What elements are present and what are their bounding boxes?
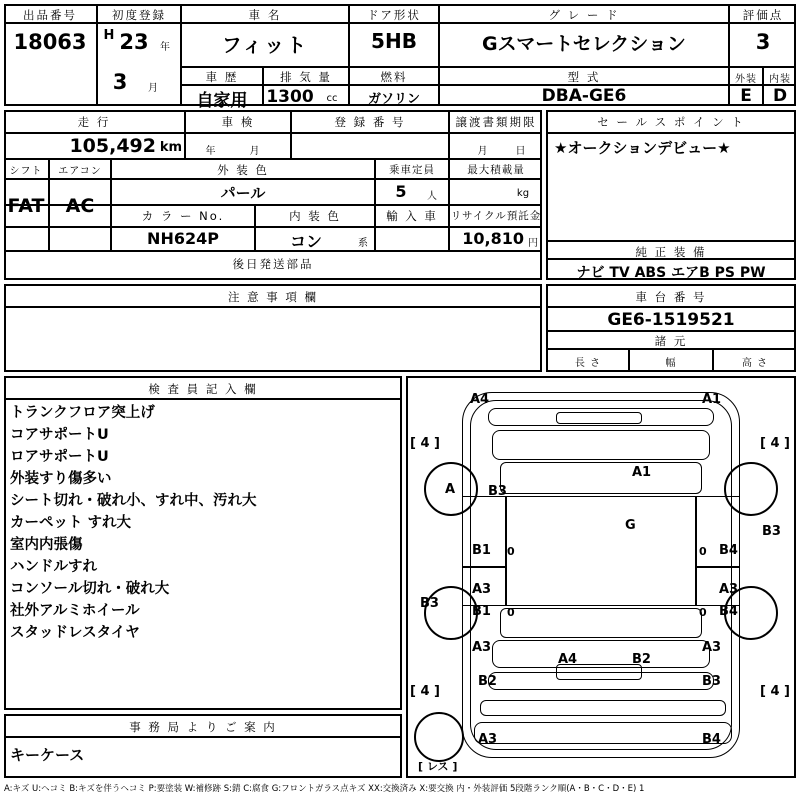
- front-plate: [556, 412, 642, 424]
- load-label: 最大積載量: [467, 164, 525, 176]
- width-label: 幅: [665, 358, 677, 369]
- list-item: トランクフロア突上げ: [10, 405, 155, 421]
- inspector-label: 検 査 員 記 入 欄: [148, 382, 258, 396]
- divider: [546, 132, 796, 134]
- oem-items: ナビ TV ABS エアB PS PW: [576, 265, 766, 281]
- divider: [4, 226, 542, 228]
- office-text: キーケース: [10, 746, 85, 764]
- shaken-year: 年: [205, 146, 217, 157]
- int-color-label: 内 装 色: [289, 209, 341, 223]
- later-parts-label: 後日発送部品: [232, 257, 314, 271]
- divider: [4, 398, 402, 400]
- color-no-value: NH624P: [147, 229, 219, 248]
- grade-label: グ レ ー ド: [548, 8, 620, 22]
- length-label: 長 さ: [574, 358, 602, 369]
- divider: [4, 306, 542, 308]
- load-unit: kg: [516, 188, 530, 199]
- damage-mark: 0: [507, 606, 515, 619]
- rear-lower-panel: [474, 722, 732, 744]
- list-item: スタッドレスタイヤ: [10, 625, 140, 642]
- divider: [546, 306, 796, 308]
- windshield: [500, 462, 702, 494]
- shaken-month: 月: [249, 146, 261, 157]
- damage-mark: B4: [719, 543, 738, 558]
- ext-grade-label: 外装: [735, 74, 757, 85]
- height-label: 高 さ: [741, 358, 769, 369]
- mileage-value: 105,492: [69, 135, 156, 157]
- list-item: シート切れ・破れ小、すれ中、汚れ大: [10, 493, 257, 510]
- divider: [4, 178, 542, 180]
- damage-mark: B4: [702, 732, 721, 747]
- seats-value: 5: [395, 182, 407, 201]
- damage-mark: [ 4 ]: [760, 684, 790, 699]
- color-no-label: カ ラ ー No.: [141, 209, 225, 223]
- first-reg-era: H: [103, 28, 115, 43]
- list-item: カーペット すれ大: [10, 515, 132, 532]
- legend-text: A:キズ U:ヘコミ B:キズを伴うヘコミ P:要塗装 W:補修跡 S:錆 C:腐食 G:フロントガラス点キズ XX:交換済み X:要交換 内・外装評価 5段階ランク順(A・B・C・D・E) 1: [4, 784, 645, 794]
- oem-label: 純 正 装 備: [635, 245, 707, 259]
- door-value: 5HB: [371, 29, 417, 53]
- lot-label: 出品番号: [23, 8, 77, 22]
- damage-mark: B1: [472, 604, 491, 619]
- car-name-value: フィット: [221, 33, 309, 57]
- list-item: ロアサポートU: [10, 449, 109, 466]
- shaken-label: 車 検: [221, 115, 255, 129]
- ext-color-label: 外 装 色: [217, 163, 269, 177]
- office-label: 事 務 局 よ り ご 案 内: [129, 720, 277, 734]
- damage-mark: B3: [702, 674, 721, 689]
- shift-value: FAT: [7, 195, 45, 217]
- caution-label: 注 意 事 項 欄: [227, 290, 319, 304]
- reg-no-label: 登 録 番 号: [334, 115, 406, 129]
- first-reg-year-unit: 年: [160, 42, 170, 53]
- divider: [546, 330, 796, 332]
- damage-mark: A3: [702, 640, 722, 655]
- ext-color-value: パール: [220, 184, 266, 202]
- divider: [546, 240, 796, 242]
- list-item: 室内内張傷: [10, 537, 83, 554]
- model-code-label: 型 式: [567, 70, 601, 84]
- sales-text: ★オークションデビュー★: [554, 139, 731, 157]
- wheel-spare: [414, 712, 464, 762]
- damage-mark: A3: [478, 732, 498, 747]
- damage-mark: 0: [699, 606, 707, 619]
- displacement-unit: cc: [326, 93, 338, 104]
- damage-mark: [ レス ]: [418, 760, 458, 773]
- damage-mark: A3: [472, 582, 492, 597]
- ac-value: AC: [65, 195, 95, 217]
- sales-label: セ ー ル ス ポ イ ン ト: [597, 115, 745, 129]
- int-color-value: コン: [289, 232, 322, 251]
- model-code-value: DBA-GE6: [541, 86, 627, 106]
- ext-grade-value: E: [740, 86, 752, 106]
- damage-mark: A4: [470, 392, 490, 407]
- damage-mark: A3: [719, 582, 739, 597]
- transfer-day: 日: [515, 146, 527, 157]
- score-label: 評価点: [742, 8, 784, 22]
- damage-mark: B3: [420, 596, 439, 611]
- damage-mark: B4: [719, 604, 738, 619]
- displacement-value: 1300: [266, 87, 314, 107]
- recycle-unit: 円: [528, 238, 538, 249]
- damage-mark: [ 4 ]: [410, 684, 440, 699]
- score-value: 3: [755, 30, 771, 54]
- divider: [4, 158, 542, 160]
- divider: [180, 66, 796, 68]
- mileage-unit: km: [159, 140, 183, 155]
- damage-mark: A4: [558, 652, 578, 667]
- first-reg-label: 初度登録: [112, 8, 166, 22]
- damage-mark: B3: [488, 484, 507, 499]
- rear-valance: [480, 700, 726, 716]
- damage-mark: [ 4 ]: [760, 436, 790, 451]
- list-item: 社外アルミホイール: [10, 603, 140, 620]
- lot-value: 18063: [13, 30, 87, 54]
- rear-window: [500, 608, 702, 638]
- damage-mark: B3: [762, 524, 781, 539]
- recycle-label: リサイクル預託金: [450, 210, 542, 222]
- grade-value: Gスマートセレクション: [482, 33, 686, 55]
- first-reg-year: 23: [119, 30, 149, 54]
- list-item: ハンドルすれ: [10, 559, 97, 576]
- list-item: コンソール切れ・破れ大: [10, 581, 170, 598]
- int-color-suffix: 系: [358, 238, 368, 249]
- car-name-label: 車 名: [248, 8, 282, 22]
- list-item: 外装すり傷多い: [10, 471, 112, 488]
- history-value: 自家用: [196, 91, 248, 111]
- divider: [4, 132, 542, 134]
- chassis-label: 車 台 番 号: [635, 290, 707, 304]
- inspector-lines: [10, 402, 396, 644]
- transfer-label: 譲渡書類期限: [455, 115, 537, 129]
- first-reg-month-unit: 月: [148, 83, 158, 94]
- damage-mark: 0: [507, 545, 515, 558]
- damage-mark: A: [445, 482, 456, 497]
- fuel-value: ガソリン: [367, 92, 420, 107]
- door-label: ドア形状: [367, 8, 421, 22]
- hood: [492, 430, 710, 460]
- damage-mark: A1: [702, 392, 722, 407]
- damage-mark: B2: [478, 674, 497, 689]
- mileage-label: 走 行: [77, 115, 111, 129]
- fuel-label: 燃料: [380, 70, 408, 84]
- int-grade-label: 内装: [769, 74, 791, 85]
- ac-label: エアコン: [58, 166, 102, 177]
- wheel-front-right: [724, 462, 778, 516]
- damage-mark: G: [625, 518, 636, 533]
- first-reg-month: 3: [112, 70, 128, 94]
- dim-label: 諸 元: [654, 334, 688, 348]
- damage-mark: 0: [699, 545, 707, 558]
- transfer-month: 月: [477, 146, 489, 157]
- recycle-value: 10,810: [462, 229, 524, 248]
- chassis-value: GE6-1519521: [607, 310, 735, 330]
- damage-mark: [ 4 ]: [410, 436, 440, 451]
- damage-mark: B2: [632, 652, 651, 667]
- int-grade-value: D: [772, 86, 788, 106]
- divider: [462, 566, 506, 568]
- seats-label: 乗車定員: [389, 164, 435, 176]
- seats-unit: 人: [427, 191, 437, 202]
- divider: [696, 566, 740, 568]
- shift-label: シフト: [9, 166, 43, 177]
- roof: [506, 496, 696, 606]
- divider: [4, 736, 402, 738]
- history-label: 車 歴: [205, 70, 239, 84]
- displacement-label: 排 気 量: [280, 70, 332, 84]
- damage-mark: A1: [632, 465, 652, 480]
- list-item: コアサポートU: [10, 427, 109, 444]
- import-label: 輸 入 車: [386, 209, 438, 223]
- wheel-rear-left: [424, 586, 478, 640]
- damage-mark: A3: [472, 640, 492, 655]
- damage-mark: B1: [472, 543, 491, 558]
